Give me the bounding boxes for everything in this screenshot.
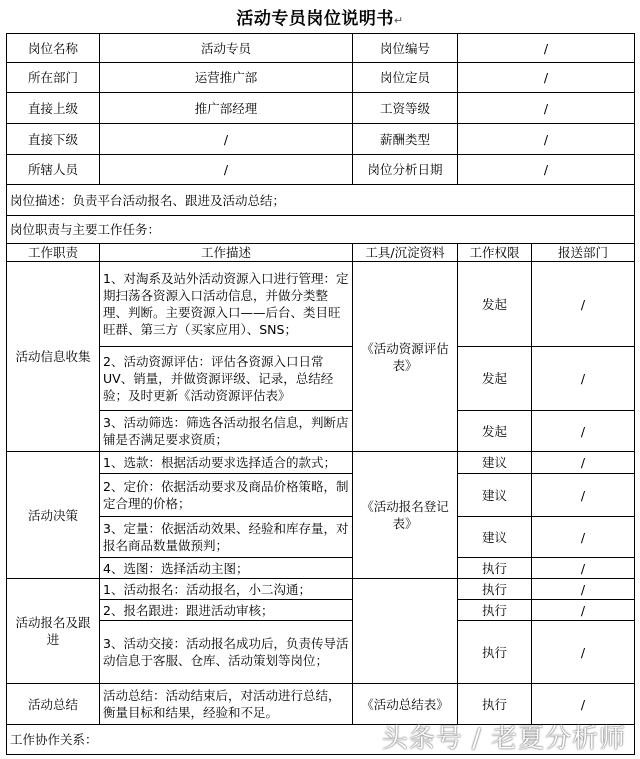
- report-cell: /: [532, 262, 635, 347]
- subordinate-label: 直接下级: [7, 124, 100, 155]
- header-desc: 工作描述: [100, 244, 353, 262]
- header-duty: 工作职责: [7, 244, 100, 262]
- desc-cell: 2、定价：依据活动要求及商品价格策略，制定合理的价格；: [100, 474, 353, 517]
- header-auth: 工作权限: [458, 244, 532, 262]
- desc-cell: 1、选款：根据活动要求选择适合的款式；: [100, 452, 353, 474]
- tool-cell: 《活动总结表》: [353, 684, 458, 725]
- duty-row: [7, 262, 635, 347]
- duties-title: 岗位职责与主要工作任务：: [7, 216, 635, 244]
- desc-cell: 1、活动报名：活动报名，小二沟通；: [100, 579, 353, 600]
- desc-cell: 3、活动交接：活动报名成功后，负责传导活动信息于客服、仓库、活动策划等岗位；: [100, 621, 353, 684]
- header-report: 报送部门: [532, 244, 635, 262]
- report-cell: /: [532, 684, 635, 725]
- duty-row: [7, 452, 635, 474]
- auth-cell: 执行: [458, 579, 532, 600]
- duty-row: [7, 621, 635, 684]
- desc-cell: 3、定量：依据活动效果、经验和库存量，对报名商品数量做预判；: [100, 517, 353, 558]
- duty-cell: 活动信息收集: [7, 262, 100, 452]
- report-cell: /: [532, 579, 635, 600]
- wage-label: 工资等级: [353, 93, 458, 124]
- report-cell: /: [532, 452, 635, 474]
- quota-value: /: [458, 63, 635, 93]
- report-cell: /: [532, 558, 635, 579]
- collab-title: 工作协作关系：: [7, 725, 635, 755]
- pos-name-value: 活动专员: [100, 34, 353, 63]
- tool-cell-empty: [353, 579, 458, 684]
- desc-cell: 活动总结：活动结束后，对活动进行总结，衡量目标和结果，经验和不足。: [100, 684, 353, 725]
- pos-name-label: 岗位名称: [7, 34, 100, 63]
- dept-label: 所在部门: [7, 63, 100, 93]
- duty-cell: 活动报名及跟进: [7, 579, 100, 684]
- desc-cell: 2、活动资源评估：评估各资源入口日常UV、销量，并做资源评级、记录，总结经验；及时更新《活动资源评估表》: [100, 347, 353, 411]
- duty-row: [7, 411, 635, 452]
- auth-cell: 执行: [458, 621, 532, 684]
- duty-row: [7, 474, 635, 517]
- duties-title-row: [7, 216, 635, 244]
- desc-cell: 4、选图：选择活动主图；: [100, 558, 353, 579]
- auth-cell: 发起: [458, 262, 532, 347]
- basic-row-4: [7, 124, 635, 155]
- header-tool: 工具/沉淀资料: [353, 244, 458, 262]
- desc-cell: 3、活动筛选：筛选各活动报名信息，判断店铺是否满足要求资质；: [100, 411, 353, 452]
- auth-cell: 发起: [458, 347, 532, 411]
- auth-cell: 执行: [458, 600, 532, 621]
- desc-cell: 2、报名跟进：跟进活动审核；: [100, 600, 353, 621]
- watermark: 头条号 / 老夏分析师: [381, 724, 626, 754]
- subordinate-value: /: [100, 124, 353, 155]
- desc-cell: 1、对淘系及站外活动资源入口进行管理：定期扫荡各资源入口活动信息，并做分类整理、判断。主要资源入口——后台、类目旺旺群、第三方（买家应用）、SNS；: [100, 262, 353, 347]
- staff-value: /: [100, 155, 353, 185]
- tool-cell: 《活动资源评估表》: [353, 262, 458, 452]
- wage-value: /: [458, 93, 635, 124]
- report-cell: /: [532, 347, 635, 411]
- auth-cell: 执行: [458, 558, 532, 579]
- duty-row: [7, 579, 635, 600]
- document-title: 活动专员岗位说明书↵: [236, 9, 404, 29]
- basic-row-3: [7, 93, 635, 124]
- report-cell: /: [532, 621, 635, 684]
- basic-row-2: [7, 63, 635, 93]
- duty-row: [7, 347, 635, 411]
- pay-value: /: [458, 124, 635, 155]
- analysis-date-label: 岗位分析日期: [353, 155, 458, 185]
- duty-header-row: [7, 244, 635, 262]
- report-cell: /: [532, 517, 635, 558]
- auth-cell: 建议: [458, 474, 532, 517]
- pay-label: 薪酬类型: [353, 124, 458, 155]
- auth-cell: 建议: [458, 452, 532, 474]
- job-description: 岗位描述：负责平台活动报名、跟进及活动总结；: [7, 185, 635, 216]
- superior-value: 推广部经理: [100, 93, 353, 124]
- duty-cell: 活动决策: [7, 452, 100, 579]
- analysis-date-value: /: [458, 155, 635, 185]
- superior-label: 直接上级: [7, 93, 100, 124]
- auth-cell: 建议: [458, 517, 532, 558]
- pos-no-label: 岗位编号: [353, 34, 458, 63]
- basic-row-5: [7, 155, 635, 185]
- basic-row-1: [7, 34, 635, 63]
- description-row: [7, 185, 635, 216]
- tool-cell: 《活动报名登记表》: [353, 452, 458, 579]
- report-cell: /: [532, 411, 635, 452]
- duty-row: [7, 517, 635, 558]
- pos-no-value: /: [458, 34, 635, 63]
- report-cell: /: [532, 474, 635, 517]
- job-description-table: [6, 33, 635, 755]
- duty-cell: 活动总结: [7, 684, 100, 725]
- quota-label: 岗位定员: [353, 63, 458, 93]
- report-cell: /: [532, 600, 635, 621]
- auth-cell: 发起: [458, 411, 532, 452]
- dept-value: 运营推广部: [100, 63, 353, 93]
- auth-cell: 执行: [458, 684, 532, 725]
- duty-row: [7, 600, 635, 621]
- duty-row: [7, 558, 635, 579]
- staff-label: 所辖人员: [7, 155, 100, 185]
